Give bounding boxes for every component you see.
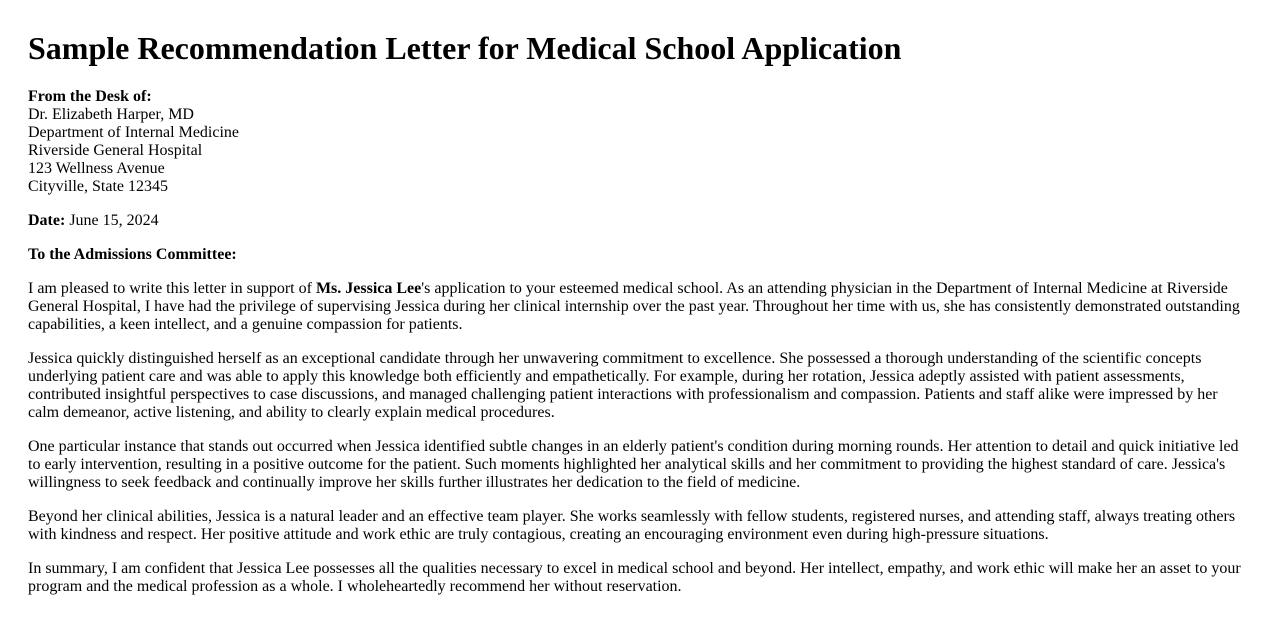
applicant-name: Ms. Jessica Lee: [315, 280, 422, 297]
page-title: Sample Recommendation Letter for Medical School Application: [28, 30, 902, 66]
salutation: [28, 246, 1248, 264]
date-label: Date:: [28, 212, 66, 229]
sender-name: Dr. Elizabeth Harper, MD: [28, 106, 194, 123]
paragraph-qualities: Jessica quickly distinguished herself as an exceptional candidate through her unwavering commitment to excellence. She possessed a thorough understanding of the scientific concepts underlying patient care and was able to apply this knowledge both efficiently and empathetically. For example, during her rotation, Jessica adeptly assisted with patient assessments, contributed insightful perspectives to case discussions, and managed challenging patient interactions with professionalism and compassion. Patients and staff alike were impressed by her calm demeanor, active listening, and ability to clearly explain medical procedures.: [28, 350, 1218, 421]
paragraph-anecdote: One particular instance that stands out occurred when Jessica identified subtle changes in an elderly patient's condition during morning rounds. Her attention to detail and quick initiative led to early intervention, resulting in a positive outcome for the patient. Such moments highlighted her analytical skills and her commitment to providing the highest standard of care. Jessica's willingness to seek feedback and continually improve her skills further illustrates her dedication to the field of medicine.: [28, 438, 1239, 491]
sender-street: 123 Wellness Avenue: [28, 160, 165, 177]
sender-address-block: [28, 88, 1248, 196]
sender-city-state: Cityville, State 12345: [28, 178, 168, 195]
date-line: [28, 212, 1248, 230]
paragraph-introduction: [28, 280, 1248, 334]
paragraph-1-pre: I am pleased to write this letter in support of: [28, 280, 316, 297]
from-desk-label: From the Desk of:: [28, 88, 152, 105]
sender-department: Department of Internal Medicine: [28, 124, 240, 141]
salutation-text: To the Admissions Committee:: [28, 246, 237, 263]
paragraph-summary: In summary, I am confident that Jessica Lee possesses all the qualities necessary to excel in medical school and beyond. Her intellect, empathy, and work ethic will make her an asset to your program and the medical profession as a whole. I wholeheartedly recommend her without reservation.: [28, 560, 1241, 595]
sender-hospital: Riverside General Hospital: [28, 142, 203, 159]
letter-document: [28, 30, 1248, 596]
paragraph-teamwork: Beyond her clinical abilities, Jessica is a natural leader and an effective team player. She works seamlessly with fellow students, registered nurses, and attending staff, always treating others with kindness and respect. Her positive attitude and work ethic are truly contagious, creating an encouraging environment even during high-pressure situations.: [28, 508, 1236, 543]
paragraph-1-post: 's application to your esteemed medical school. As an attending physician in the Department of Internal Medicine at Riverside General Hospital, I have had the privilege of supervising Jessica during her clinical internship over the past year. Throughout her time with us, she has consistently demonstrated outstanding capabilities, a keen intellect, and a genuine compassion for patients.: [28, 280, 1240, 333]
date-value: June 15, 2024: [69, 212, 159, 229]
